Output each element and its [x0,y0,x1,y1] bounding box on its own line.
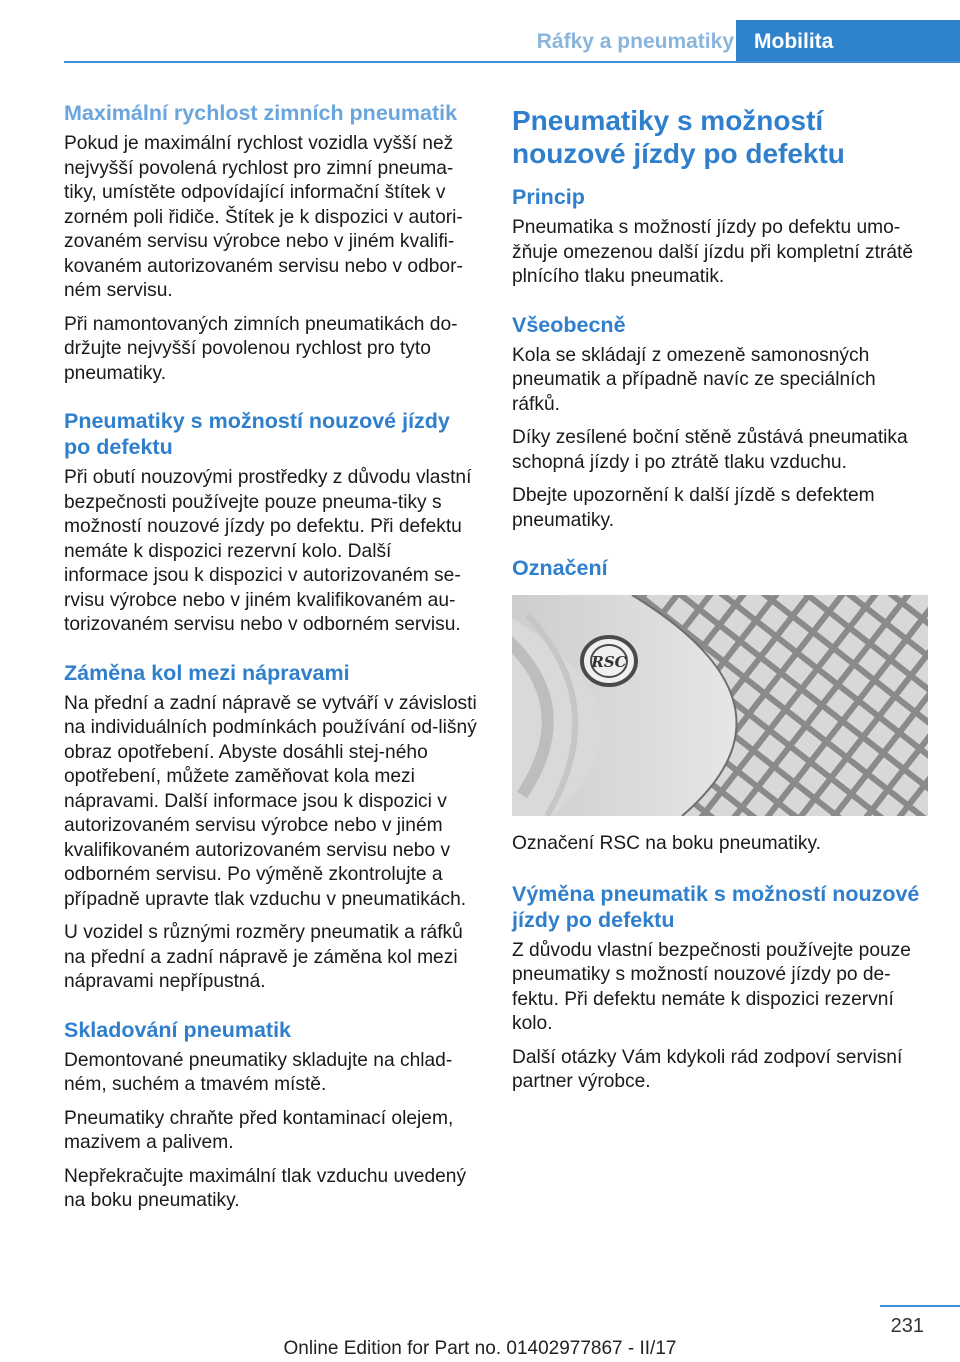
storage-paragraph-2: Pneumatiky chraňte před kontaminací olejem, mazivem a palivem. [64,1107,454,1153]
swap-paragraph-1: Na přední a zadní nápravě se vytváří v závislosti na individuálních podmínkách používání od-lišný obraz opotřebení. Abyste dosáhli stej-ného opotřebení, můžete zaměňovat kola mezi nápravami. Další informace jsou k dispozici v autorizovaném servisu výrobce nebo v jiném kvalifikovaném autorizovaném servisu nebo v odborném servisu. Po výměně zkontrolujte a případně upravte tlak vzduchu v pneumatikách. [64,692,477,910]
general-paragraph-1: Kola se skládají z omezeně samonosných pneumatik a případně navíc ze speciálních ráfků. [512,344,876,415]
page-title: Pneumatiky s možností nouzové jízdy po defektu [512,105,845,169]
footer-rule [880,1305,960,1307]
principle-heading: Princip [512,185,585,209]
rsc-emblem-icon [582,637,636,685]
storage-heading: Skladování pneumatik [64,1017,292,1042]
marking-heading: Označení [512,556,608,580]
winter-paragraph-2: Při namontovaných zimních pneumatikách do-držujte nejvyšší povolenou rychlost pro tyto pneumatiky. [64,313,458,384]
storage-paragraph-3: Nepřekračujte maximální tlak vzduchu uvedený na boku pneumatiky. [64,1165,467,1211]
replace-paragraph-2: Další otázky Vám kdykoli rád zodpoví servisní partner výrobce. [512,1046,903,1092]
header-rule [64,61,960,63]
winter-heading: Maximální rychlost zimních pneumatik [64,101,458,125]
storage-paragraph-1: Demontované pneumatiky skladujte na chlad-ném, suchém a tmavém místě. [64,1049,453,1095]
page-number: 231 [890,1315,924,1337]
general-paragraph-2: Díky zesílené boční stěně zůstává pneumatika schopná jízdy i po ztrátě tlaku vzduchu. [512,427,908,473]
winter-paragraph-1: Pokud je maximální rychlost vozidla vyšší než nejvyšší povolená rychlost pro zimní pneuma-tiky, umístěte odpovídající informační štítek v zorném poli řidiče. Štítek je k dispozici v autori-zovaném servisu výrobce nebo v jiném kvalifi-kovaném autorizovaném servisu nebo v odbor-ném servisu. [64,133,463,301]
runflat-heading: Pneumatiky s možností nouzové jízdy po defektu [64,409,450,459]
principle-paragraph-1: Pneumatika s možností jízdy po defektu umo-žňuje omezenou další jízdu při kompletní ztrátě plnícího tlaku pneumatik. [512,217,914,287]
chapter-tab[interactable]: Mobilita [736,20,960,62]
general-heading: Všeobecně [512,312,626,337]
general-paragraph-3: Dbejte upozornění k další jízdě s defektem pneumatiky. [512,485,875,531]
swap-heading: Záměna kol mezi nápravami [64,660,350,685]
footer-edition: Online Edition for Part no. 01402977867 - II/17 [283,1338,677,1359]
replace-heading: Výměna pneumatik s možností nouzové jízdy po defektu [512,881,920,932]
rsc-emblem-label: RSC [591,653,627,671]
left-column [64,100,480,1223]
figure-caption: Označení RSC na boku pneumatiky. [512,833,821,854]
right-column [512,100,928,1104]
runflat-paragraph-1: Při obutí nouzovými prostředky z důvodu vlastní bezpečnosti používejte pouze pneuma-tiky s možností nouzové jízdy po defektu. Při defektu nemáte k dispozici rezervní kolo. Další informace jsou k dispozici v autorizovaném se-rvisu výrobce nebo v jiném kvalifikovaném au-torizovaném servisu nebo v odborném servisu. [64,467,472,635]
swap-paragraph-2: U vozidel s různými rozměry pneumatik a ráfků na přední a zadní nápravě je záměna kol mezi nápravami nepřípustná. [64,922,463,992]
tire-rsc-illustration [512,595,928,816]
section-tab[interactable]: Ráfky a pneumatiky [536,30,734,53]
replace-paragraph-1: Z důvodu vlastní bezpečnosti používejte pouze pneumatiky s možností nouzové jízdy po de-fektu. Při defektu nemáte k dispozici rezervní kolo. [512,939,911,1034]
